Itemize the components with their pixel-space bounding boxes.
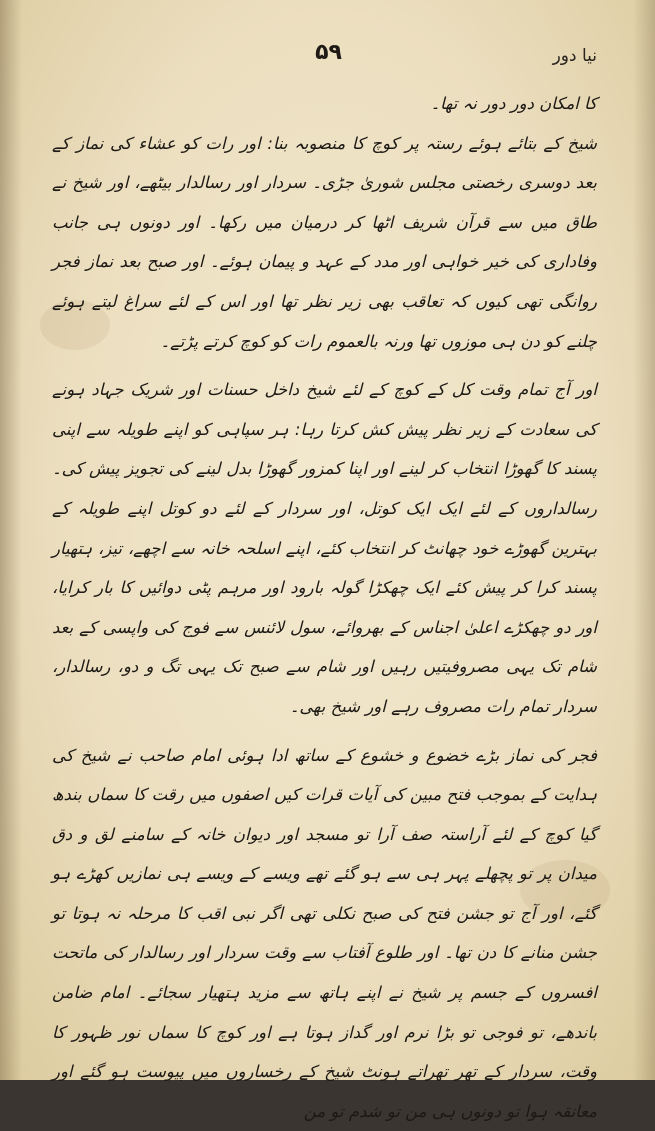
body-text (52, 84, 597, 1131)
page-header (60, 40, 597, 86)
running-head: نیا دور (553, 46, 597, 66)
paragraph-gap (52, 727, 597, 736)
page-number: ۵۹ (315, 40, 342, 65)
paragraph: کا امکان دور دور نہ تھا۔ (52, 84, 597, 124)
page-right-edge-shadow (633, 0, 655, 1080)
paragraph: اور آج تمام وقت کل کے کوچ کے لئے شیخ داخل حسنات اور شریک جہاد ہونے کی سعادت کے زیر نظر پیش کش کرتا رہا: ہر سپاہی کو اپنے طویلہ سے اپنی پسند کا گھوڑا انتخاب کر لینے اور اپنا کمزور گھوڑا بدل لینے کی تجویز پیش کی۔ رسالداروں کے لئے ایک ایک کوتل، اور سردار کے لئے دو کوتل اپنے طویلہ کے بہترین گھوڑے خود چھانٹ کر انتخاب کئے، اپنے اسلحہ خانہ سے اچھے، تیز، ہتھیار پسند کرا کر پیش کئے ایک چھکڑا گولہ بارود اور مرہم پٹی دوائیں کا بار کرایا، اور دو چھکڑے اعلیٰ اجناس کے بھروائے، سول لائنس سے فوج کی واپسی کے بعد شام تک یہی مصروفیتیں رہیں اور شام سے صبح تک یہی تگ و دو، رسالدار، سردار تمام رات مصروف رہے اور شیخ بھی۔ (52, 370, 597, 726)
paragraph-gap (52, 361, 597, 370)
paragraph: فجر کی نماز بڑے خضوع و خشوع کے ساتھ ادا ہوئی امام صاحب نے شیخ کی ہدایت کے بموجب فتح مبین کی آیات قرات کیں اصفوں میں رقت کا سماں بندھ گیا کوچ کے لئے آراستہ صف آرا تو مسجد اور دیوان خانہ کے سامنے لق و دق میدان پر تو پچھلے پہر ہی سے ہو گئے تھے ویسے کے ویسے ہی نمازیں کھڑے ہو گئے، اور آج تو جشن فتح کی صبح نکلی تھی اگر نبی اقب کا مرحلہ نہ ہوتا تو جشن منانے کا دن تھا۔ اور طلوع آفتاب سے وقت سردار اور رسالدار کی ماتحت افسروں کے جسم پر شیخ نے اپنے ہاتھ سے مزید ہتھیار سجائے۔ امام ضامن باندھے، تو فوجی تو بڑا نرم اور گداز ہوتا ہے اور کوچ کا سماں نور ظہور کا وقت، سردار کے تھر تھراتے ہونٹ شیخ کے رخساروں میں پیوست ہو گئے اور معانقہ ہوا تو دونوں ہی من تو شدم تو من (52, 736, 597, 1131)
page-left-edge-shadow (0, 0, 22, 1080)
paragraph: شیخ کے بتائے ہوئے رستہ پر کوچ کا منصوبہ بنا: اور رات کو عشاء کی نماز کے بعد دوسری رخصتی مجلس شوریٰ جڑی۔ سردار اور رسالدار بیٹھے، اور شیخ نے طاق میں سے قرآن شریف اٹھا کر درمیان میں رکھا۔ اور دونوں ہی جانب وفاداری کی خیر خواہی اور مدد کے عہد و پیمان ہوئے۔ اور صبح بعد نماز فجر روانگی تھی کیوں کہ تعاقب بھی زیر نظر تھا اور اس کے لئے سراغ لیتے ہوئے چلنے کو دن ہی موزوں تھا ورنہ بالعموم رات کو کوچ کرتے پڑتے۔ (52, 124, 597, 362)
